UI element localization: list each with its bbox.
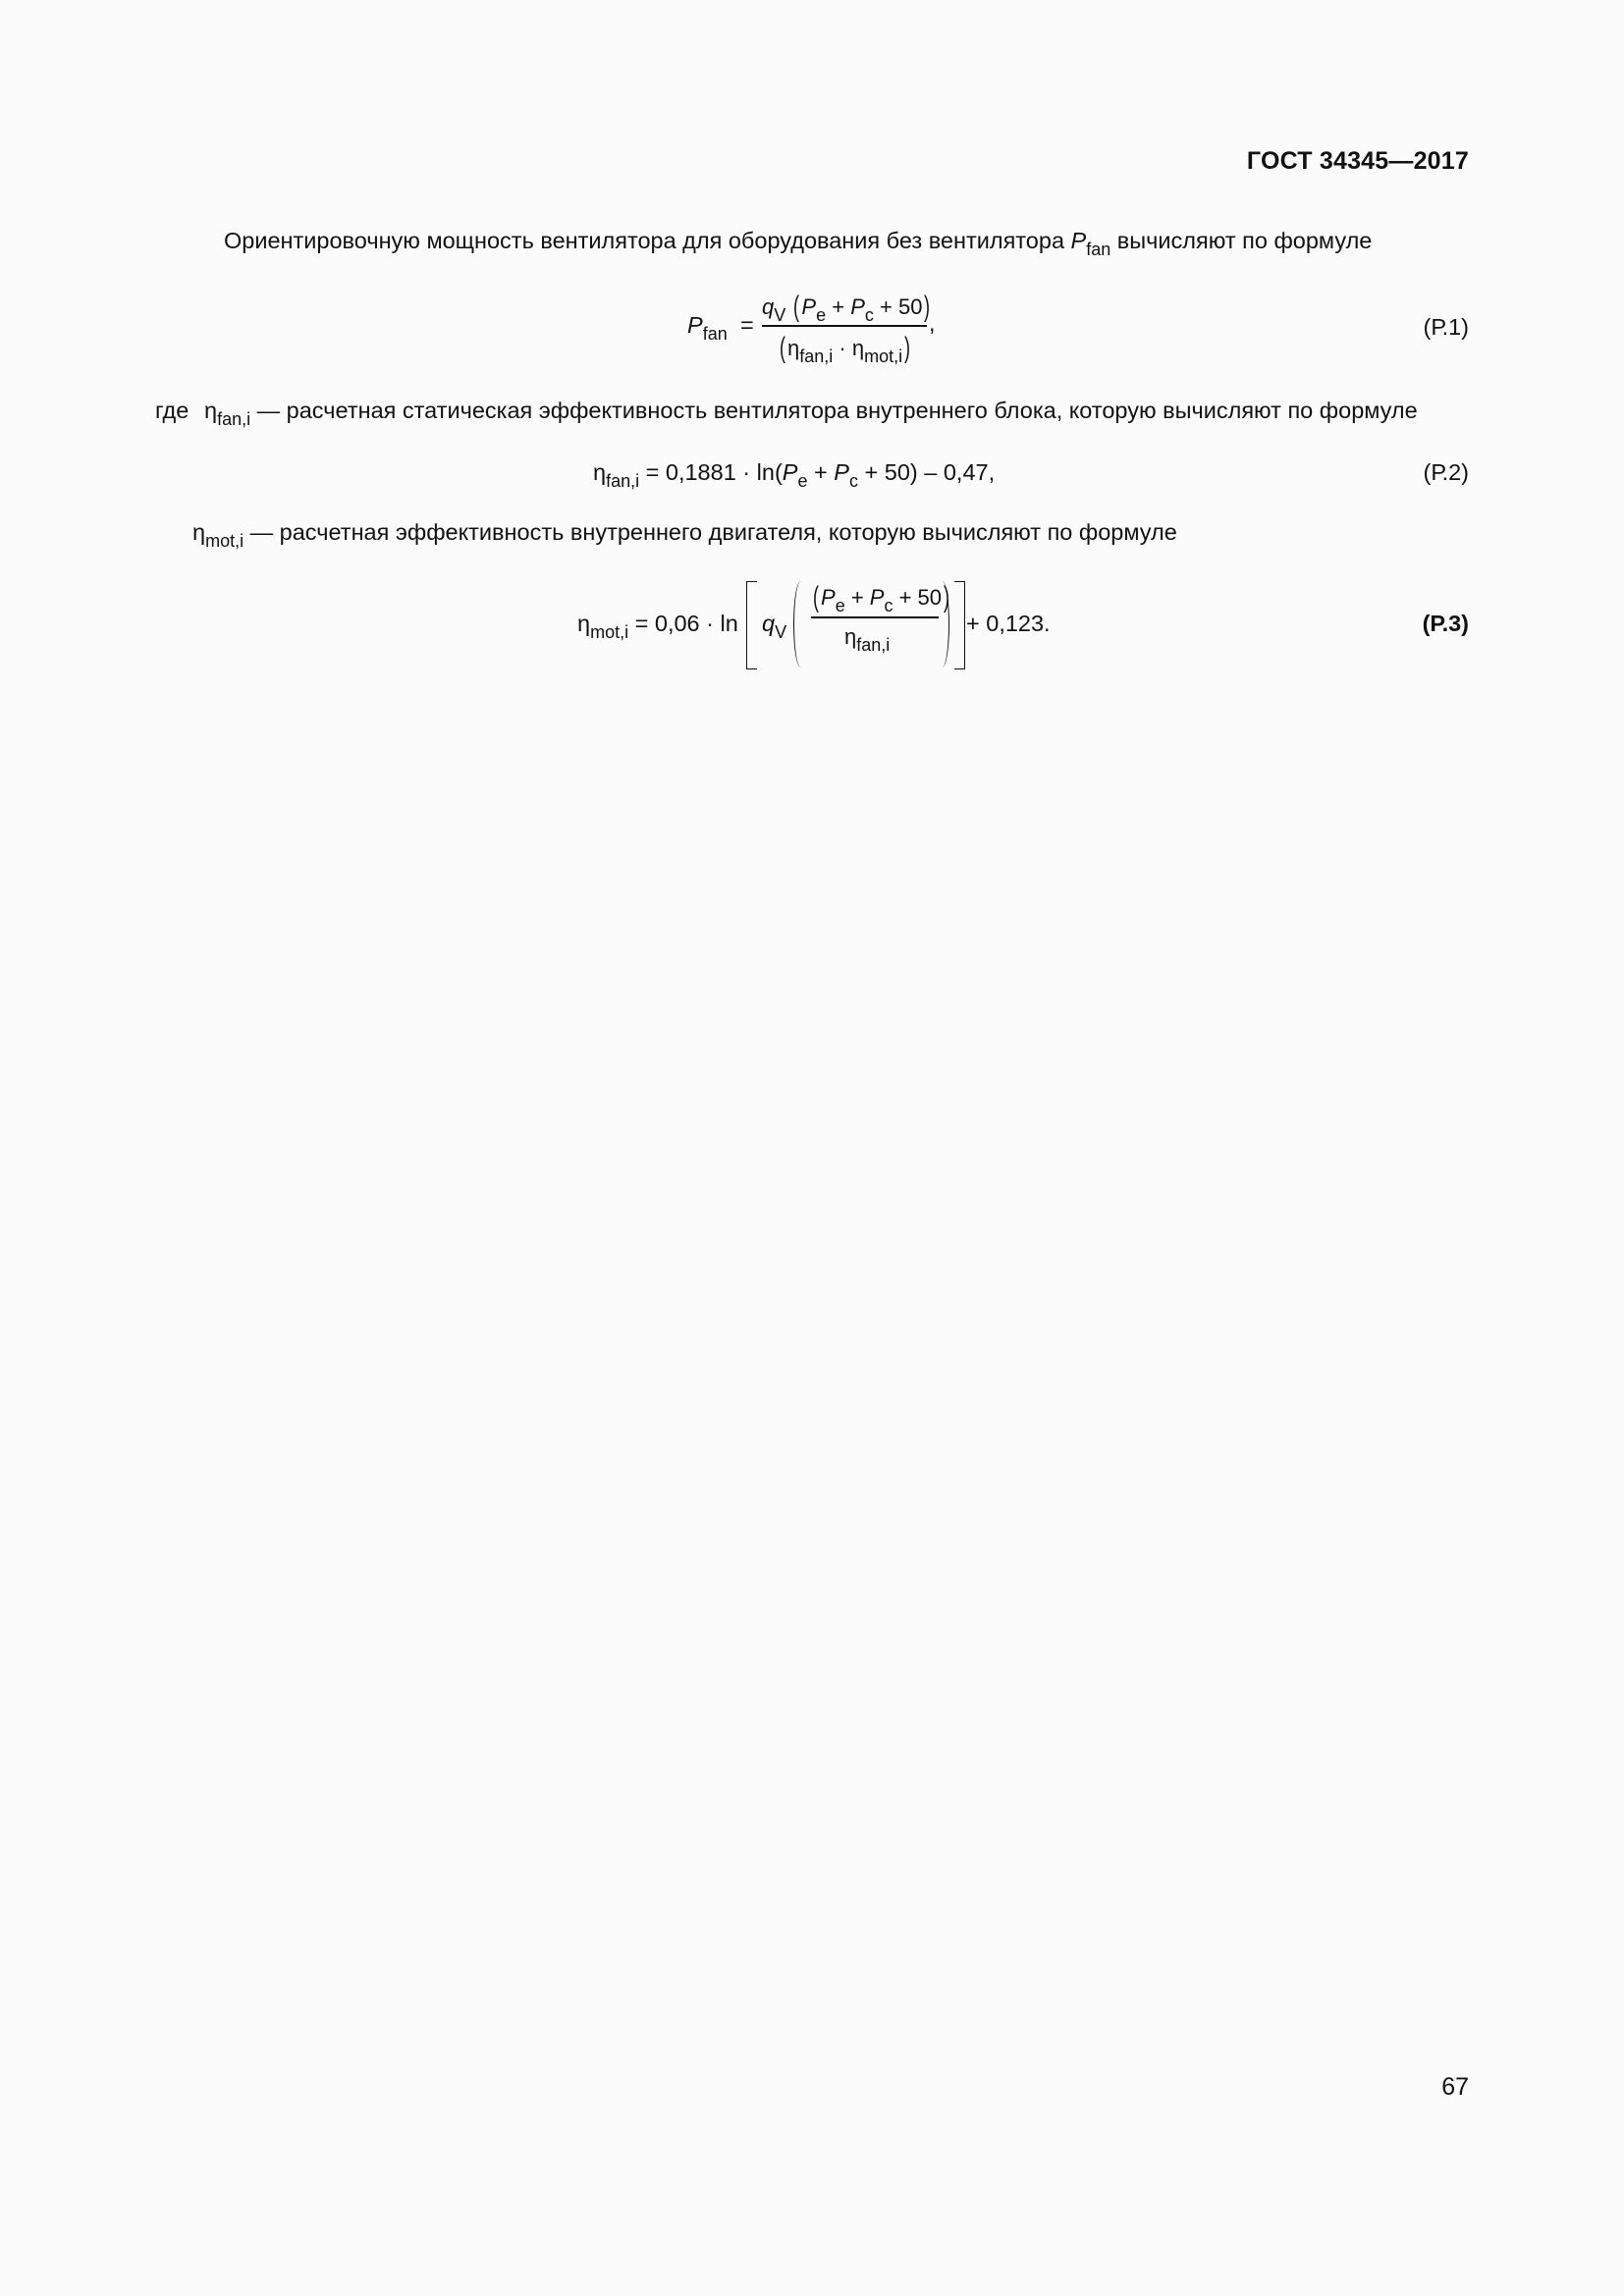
sub: fan,i [606, 471, 640, 491]
text: вычисляют по формуле [1110, 228, 1373, 253]
sub: mot,i [205, 531, 244, 551]
sub: fan [702, 324, 728, 344]
eta: η [192, 519, 206, 545]
page-number: 67 [1441, 2073, 1469, 2101]
text: — расчетная эффективность внутреннего двигателя, которую вычисляют по формуле [244, 519, 1177, 545]
left-bracket [746, 581, 757, 669]
sub: mot,i [590, 622, 629, 642]
formula-p3 [577, 577, 1088, 675]
text: — расчетная статическая эффективность вентилятора внутреннего блока, которую вычисляют по формуле [250, 398, 1418, 423]
var-p: P [1070, 228, 1087, 253]
formula-lhs [687, 312, 728, 345]
sub: fan,i [217, 409, 251, 429]
equation-number-p1: (Р.1) [1423, 314, 1469, 340]
sub: e [797, 471, 808, 491]
var-pe: P [821, 585, 836, 610]
sub: V [775, 622, 787, 642]
sub: e [816, 305, 827, 325]
sub: fan,i [799, 347, 834, 366]
var-q: q [762, 611, 776, 636]
sub: c [848, 471, 858, 491]
fraction-bar [762, 325, 927, 327]
text: Ориентировочную мощность вентилятора для оборудования без вентилятора [224, 228, 1071, 253]
left-paren: ( [780, 332, 785, 364]
fraction-numerator [762, 291, 932, 326]
plus-sign: + [832, 294, 845, 319]
text: = 0,1881 · ln( [639, 459, 783, 485]
paragraph-intro [224, 228, 1372, 260]
right-paren [935, 581, 949, 667]
sub: c [864, 305, 874, 325]
eta: η [844, 624, 857, 649]
eta: η [851, 336, 865, 360]
where-clause-fan [155, 398, 1418, 430]
const: + 0,123. [966, 611, 1051, 636]
var-q: q [762, 294, 775, 319]
var-p: P [687, 312, 703, 338]
where-label: где [155, 398, 189, 423]
eta: η [204, 398, 218, 423]
sub: fan,i [856, 635, 891, 655]
fraction-numerator [811, 581, 951, 616]
var-qv [762, 611, 786, 643]
right-bracket [954, 581, 965, 669]
fraction-bar [811, 616, 939, 618]
right-paren: ) [904, 332, 911, 364]
const: + 50 [880, 294, 923, 319]
left-paren [793, 581, 808, 667]
sub: c [884, 596, 893, 615]
fraction-denominator [844, 624, 890, 656]
formula-p1 [687, 291, 952, 369]
dot: · [839, 336, 846, 360]
sub: fan [1086, 240, 1111, 259]
equals-sign: = [740, 312, 754, 338]
sub: e [835, 596, 845, 615]
var-pe: P [801, 294, 817, 319]
equation-number-p2: (Р.2) [1423, 459, 1469, 485]
eta: η [593, 459, 607, 485]
text: = 0,06 · ln [628, 611, 738, 636]
comma: , [929, 310, 936, 336]
plus-sign: + [844, 585, 870, 610]
left-paren: ( [793, 291, 800, 323]
sub: mot,i [864, 347, 903, 366]
right-paren: ) [944, 581, 950, 614]
eta: η [577, 611, 591, 636]
const: + 50 [893, 585, 943, 610]
formula-p2 [593, 459, 995, 492]
var-pe: P [782, 459, 798, 485]
document-header: ГОСТ 34345—2017 [1246, 147, 1469, 175]
var-pc: P [869, 585, 885, 610]
plus-sign: + [807, 459, 835, 485]
sub: V [774, 305, 786, 325]
fraction-denominator [778, 332, 912, 367]
where-clause-mot [192, 519, 1177, 552]
formula-lhs [577, 611, 738, 643]
text: + 50) – 0,47, [857, 459, 996, 485]
var-pc: P [834, 459, 849, 485]
eta: η [787, 336, 800, 360]
equation-number-p3: (Р.3) [1422, 611, 1469, 636]
left-paren: ( [813, 581, 819, 614]
right-paren: ) [924, 291, 931, 323]
var-pc: P [850, 294, 865, 319]
